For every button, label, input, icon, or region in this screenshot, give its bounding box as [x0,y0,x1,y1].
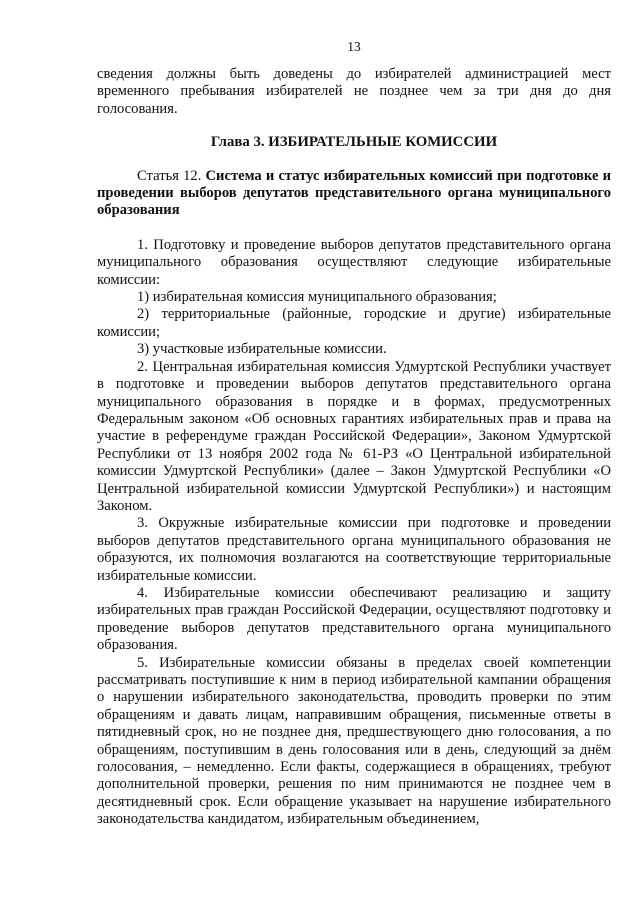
article-title: Система и статус избирательных комиссий при подготовке и проведении выборов депутатов представительного органа муниципального образования [97,167,611,219]
paragraph-2: 2. Центральная избирательная комиссия Удмуртской Республики участвует в подготовке и проведении выборов депутатов представительного органа муниципального образования в порядке и в формах, предусмотренных Федеральным законом «Об основных гарантиях избирательных прав и права на участие в референдуме граждан Российской Федерации», Законом Удмуртской Республики от 13 ноября 2002 года № 61-РЗ «О Центральной избирательной комиссии Удмуртской Республики» (далее – Закон Удмуртской Республики «О Центральной избирательной комиссии Удмуртской Республики») и настоящим Законом. [97,358,611,514]
chapter-title: Глава 3. ИЗБИРАТЕЛЬНЫЕ КОМИССИИ [210,134,498,151]
document-body [97,66,611,829]
article-heading [97,168,611,220]
article-label: Статья 12. [137,167,206,184]
list-item-3: 3) участковые избирательные комиссии. [137,341,387,358]
paragraph-4: 4. Избирательные комиссии обеспечивают реализацию и защиту избирательных прав граждан Российской Федерации, осуществляют подготовку и проведение выборов депутатов представительного органа муниципального образования. [97,584,611,654]
page-number: 13 [347,39,361,54]
paragraph-1: 1. Подготовку и проведение выборов депутатов представительного органа муниципального образования осуществляют следующие избирательные комиссии: [97,236,611,288]
list-item-2: 2) территориальные (районные, городские и другие) избирательные комиссии; [97,306,611,340]
paragraph-5: 5. Избирательные комиссии обязаны в пределах своей компетенции рассматривать поступившие к ним в период избирательной кампании обращения о нарушении избирательного законодательства, проводить проверки по этим обращениям и давать лицам, направившим обращения, письменные ответы в пятидневный срок, но не позднее дня, предшествующего дню голосования, а по обращениям, поступившим в день голосования или в день, следующий за днём голосования, – немедленно. Если факты, содержащиеся в обращениях, требуют дополнительной проверки, решения по ним принимаются не позднее чем в десятидневный срок. Если обращение указывает на нарушение избирательного законодательства кандидатом, избирательным объединением, [97,654,611,828]
intro-paragraph: сведения должны быть доведены до избирателей администрацией мест временного пребывания избирателей не позднее чем за три дня до дня голосования. [97,66,611,117]
paragraph-3: 3. Окружные избирательные комиссии при подготовке и проведении выборов депутатов представительного органа муниципального образования не образуются, их полномочия возлагаются на соответствующие территориальные избирательные комиссии. [97,515,611,584]
list-item-1: 1) избирательная комиссия муниципального образования; [137,289,497,306]
